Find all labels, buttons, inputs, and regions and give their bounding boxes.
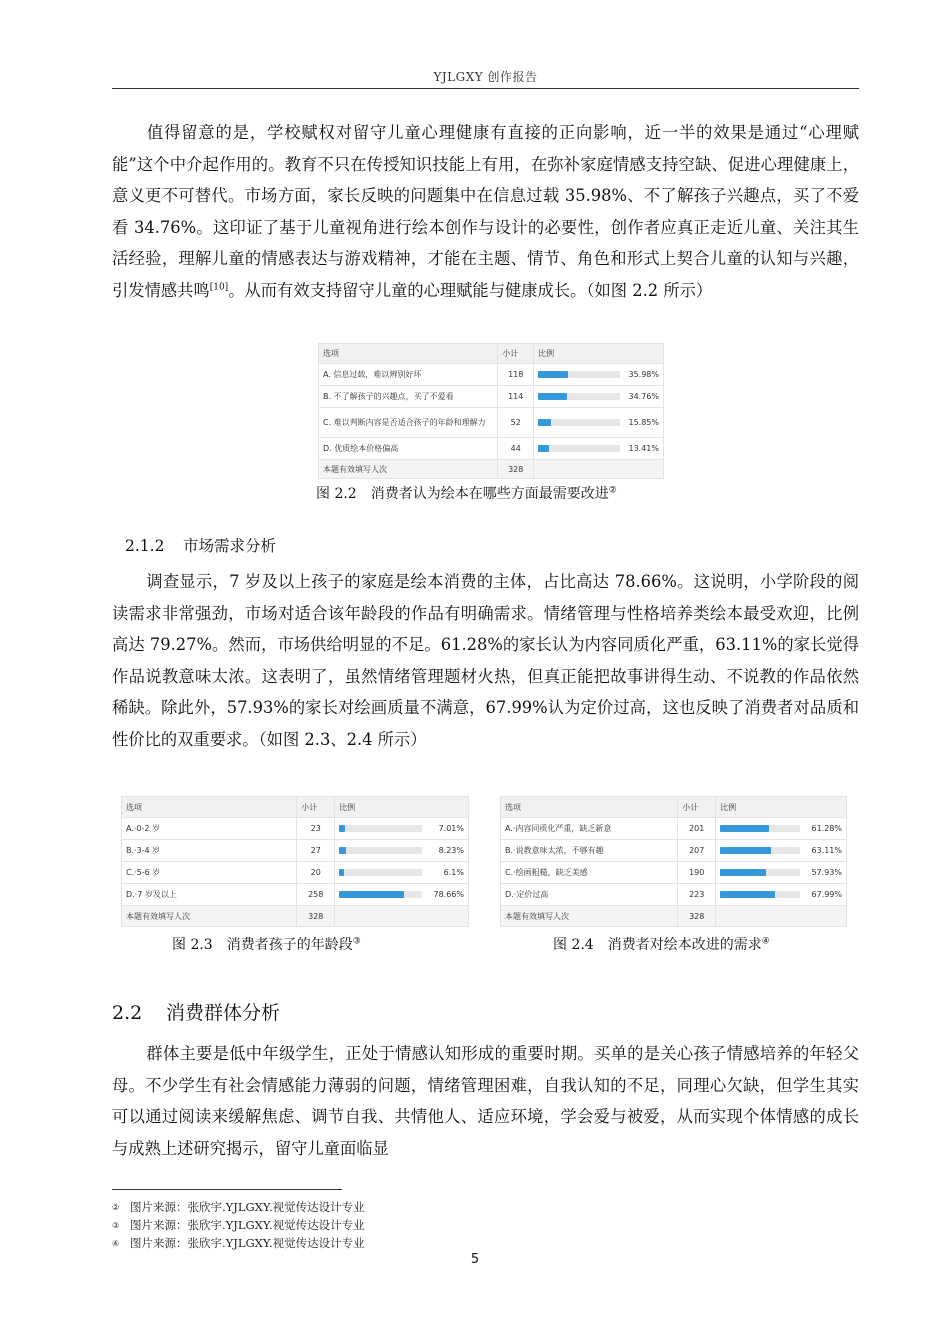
option-ratio (716, 818, 847, 840)
table-row (319, 364, 664, 386)
ratio-bar-fill (339, 825, 345, 832)
ratio-bar-fill (720, 891, 774, 898)
ratio-percent: 34.76% (628, 392, 659, 401)
ratio-bar-fill (720, 869, 766, 876)
option-label: A. 信息过载，难以辨别好坏 (319, 364, 498, 386)
option-ratio (716, 840, 847, 862)
survey-table-2-4 (500, 796, 847, 927)
caption-footnote-mark: ② (608, 485, 617, 496)
ratio-bar-fill (720, 847, 771, 854)
ratio-bar-track (339, 869, 422, 876)
ratio-percent: 13.41% (628, 444, 659, 453)
option-label: B.·说教意味太浓，不够有趣 (501, 840, 678, 862)
table-row (122, 818, 469, 840)
table-row (122, 840, 469, 862)
section-heading (112, 998, 280, 1025)
option-ratio (716, 884, 847, 906)
option-count: 23 (297, 818, 335, 840)
figure-caption-2-4 (553, 934, 770, 954)
ratio-bar-fill (339, 891, 404, 898)
ratio-bar-fill (720, 825, 769, 832)
ratio-bar-fill (538, 445, 549, 452)
ratio-header: 比例 (534, 344, 664, 364)
ratio-percent: 35.98% (628, 370, 659, 379)
footnote-mark: ② (112, 1203, 120, 1212)
ratio-header: 比例 (716, 797, 847, 818)
paragraph-3 (112, 1038, 859, 1164)
footer-label: 本题有效填写人次 (122, 906, 297, 927)
caption-number: 图 2.2 (316, 486, 357, 502)
ratio-bar-track (720, 847, 800, 854)
footnote-mark: ③ (112, 1221, 120, 1230)
option-label: C. 难以判断内容是否适合孩子的年龄和理解力 (319, 408, 498, 438)
paragraph-2 (112, 566, 859, 755)
footer-count: 328 (297, 906, 335, 927)
page-number: 5 (470, 1252, 480, 1267)
option-count: 52 (498, 408, 534, 438)
table-header-row (122, 797, 469, 818)
table-row (319, 408, 664, 438)
option-count: 207 (678, 840, 716, 862)
paragraph-1-text: 值得留意的是，学校赋权对留守儿童心理健康有直接的正向影响，近一半的效果是通过“心理赋能”这个中介起作用的。教育不只在传授知识技能上有用，在弥补家庭情感支持空缺、促进心理健康上，意义更不可替代。市场方面，家长反映的问题集中在信息过载 35.98%、不了解孩子兴趣点，买了不爱看 34.76%。这印证了基于儿童视角进行绘本创作与设计的必要性，创作者应真正走近儿童、关注其生活经验，理解儿童的情感表达与游戏精神，才能在主题、情节、角色和形式上契合儿童的认知与兴趣，引发情感共鸣 (112, 123, 859, 300)
ratio-bar-track (538, 445, 620, 452)
option-header: 选项 (319, 344, 498, 364)
footnote-text: 图片来源：张欣宇.YJLGXY.视觉传达设计专业 (130, 1236, 365, 1250)
table-footer-row (501, 906, 847, 927)
footnote-rule (112, 1189, 342, 1190)
ratio-bar-track (339, 891, 422, 898)
option-ratio (534, 364, 664, 386)
caption-text: 消费者对绘本改进的需求 (607, 937, 762, 953)
survey-table-2-3 (121, 796, 469, 927)
option-ratio (534, 408, 664, 438)
ratio-bar-track (538, 419, 620, 426)
count-header: 小计 (678, 797, 716, 818)
ratio-bar-track (720, 825, 800, 832)
option-label: D. 优质绘本价格偏高 (319, 438, 498, 460)
count-header: 小计 (297, 797, 335, 818)
ratio-bar-fill (538, 371, 568, 378)
option-ratio (716, 862, 847, 884)
footnote-1 (112, 1199, 365, 1216)
option-header: 选项 (122, 797, 297, 818)
footer-count: 328 (498, 460, 534, 479)
option-count: 258 (297, 884, 335, 906)
caption-footnote-mark: ④ (761, 936, 770, 947)
footer-empty (335, 906, 469, 927)
caption-text: 消费者孩子的年龄段 (226, 937, 353, 953)
ratio-bar-fill (538, 419, 551, 426)
footnote-text: 图片来源：张欣宇.YJLGXY.视觉传达设计专业 (130, 1218, 365, 1232)
caption-text: 消费者认为绘本在哪些方面最需要改进 (370, 486, 609, 502)
ratio-percent: 63.11% (811, 846, 842, 855)
ratio-percent: 6.1% (443, 868, 464, 877)
figure-caption-2-3 (172, 934, 361, 954)
option-count: 223 (678, 884, 716, 906)
option-label: C.·5-6 岁 (122, 862, 297, 884)
table-row (501, 862, 847, 884)
ratio-percent: 67.99% (811, 890, 842, 899)
footnote-mark: ④ (112, 1239, 120, 1248)
table-row (501, 818, 847, 840)
option-label: B.·3-4 岁 (122, 840, 297, 862)
count-header: 小计 (498, 344, 534, 364)
option-label: B. 不了解孩子的兴趣点，买了不爱看 (319, 386, 498, 408)
caption-footnote-mark: ③ (352, 936, 361, 947)
subsection-title: 市场需求分析 (183, 537, 277, 555)
option-count: 20 (297, 862, 335, 884)
ratio-header: 比例 (335, 797, 469, 818)
table-row (122, 862, 469, 884)
table-row (501, 884, 847, 906)
footnote-2 (112, 1217, 365, 1234)
section-number: 2.2 (112, 1002, 143, 1024)
ratio-percent: 7.01% (438, 824, 464, 833)
option-count: 118 (498, 364, 534, 386)
option-label: D.·7 岁及以上 (122, 884, 297, 906)
table-header-row (501, 797, 847, 818)
ratio-bar-fill (339, 869, 344, 876)
ratio-bar-track (339, 825, 422, 832)
option-ratio (335, 862, 469, 884)
table-row (319, 386, 664, 408)
section-title: 消费群体分析 (166, 1002, 281, 1024)
option-label: A.·内容同质化严重，缺乏新意 (501, 818, 678, 840)
ratio-bar-track (538, 371, 620, 378)
footnote-text: 图片来源：张欣宇.YJLGXY.视觉传达设计专业 (130, 1200, 365, 1214)
table-row (501, 840, 847, 862)
footer-label: 本题有效填写人次 (501, 906, 678, 927)
survey-table-2-2 (318, 343, 664, 479)
option-count: 190 (678, 862, 716, 884)
option-count: 27 (297, 840, 335, 862)
subsection-number: 2.1.2 (125, 537, 165, 555)
footer-label: 本题有效填写人次 (319, 460, 498, 479)
footer-empty (716, 906, 847, 927)
ratio-bar-track (720, 891, 800, 898)
option-ratio (335, 884, 469, 906)
option-count: 201 (678, 818, 716, 840)
option-label: D.·定价过高 (501, 884, 678, 906)
table-row (122, 884, 469, 906)
paragraph-2-text: 调查显示，7 岁及以上孩子的家庭是绘本消费的主体，占比高达 78.66%。这说明，小学阶段的阅读需求非常强劲，市场对适合该年龄段的作品有明确需求。情绪管理与性格培养类绘本最受欢迎，比例高达 79.27%。然而，市场供给明显的不足。61.28%的家长认为内容同质化严重，63.11%的家长觉得作品说教意味太浓。这表明了，虽然情绪管理题材火热，但真正能把故事讲得生动、不说教的作品依然稀缺。除此外，57.93%的家长对绘画质量不满意，67.99%认为定价过高，这也反映了消费者对品质和性价比的双重要求。（如图 2.3、2.4 所示） (112, 572, 859, 749)
option-label: C.·绘画粗糙，缺乏美感 (501, 862, 678, 884)
figure-caption-2-2 (316, 483, 617, 503)
header-rule (112, 88, 859, 89)
footer-count: 328 (678, 906, 716, 927)
option-count: 44 (498, 438, 534, 460)
ratio-percent: 78.66% (433, 890, 464, 899)
ratio-bar-track (339, 847, 422, 854)
paragraph-1 (112, 117, 859, 306)
paragraph-1-tail: 。从而有效支持留守儿童的心理赋能与健康成长。（如图 2.2 所示） (228, 280, 713, 300)
ratio-percent: 57.93% (811, 868, 842, 877)
caption-number: 图 2.4 (553, 937, 594, 953)
table-footer-row (122, 906, 469, 927)
caption-number: 图 2.3 (172, 937, 213, 953)
footnote-3 (112, 1235, 365, 1252)
ratio-percent: 61.28% (811, 824, 842, 833)
table-header-row (319, 344, 664, 364)
ratio-bar-track (720, 869, 800, 876)
option-ratio (534, 438, 664, 460)
table-footer-row (319, 460, 664, 479)
ratio-percent: 8.23% (438, 846, 464, 855)
subsection-heading (125, 534, 276, 556)
ratio-percent: 15.85% (628, 418, 659, 427)
option-count: 114 (498, 386, 534, 408)
option-ratio (335, 840, 469, 862)
option-label: A.·0-2 岁 (122, 818, 297, 840)
option-ratio (534, 386, 664, 408)
citation-ref: [10] (209, 282, 229, 293)
paragraph-3-text: 群体主要是低中年级学生，正处于情感认知形成的重要时期。买单的是关心孩子情感培养的年轻父母。不少学生有社会情感能力薄弱的问题，情绪管理困难，自我认知的不足，同理心欠缺，但学生其实可以通过阅读来缓解焦虑、调节自我、共情他人、适应环境，学会爱与被爱，从而实现个体情感的成长与成熟上述研究揭示，留守儿童面临显 (112, 1044, 859, 1158)
option-header: 选项 (501, 797, 678, 818)
table-row (319, 438, 664, 460)
ratio-bar-track (538, 393, 620, 400)
ratio-bar-fill (339, 847, 346, 854)
ratio-bar-fill (538, 393, 567, 400)
footer-empty (534, 460, 664, 479)
option-ratio (335, 818, 469, 840)
running-header: YJLGXY 创作报告 (433, 70, 538, 84)
